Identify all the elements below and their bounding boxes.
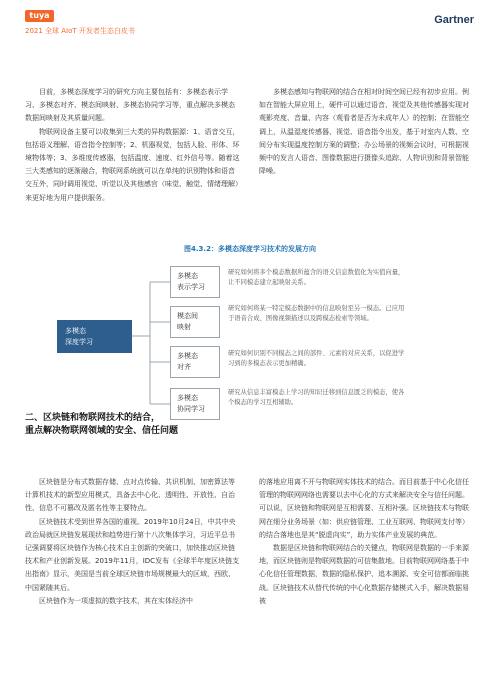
report-subtitle: 2021 全球 AIoT 开发者生态白皮书 xyxy=(25,27,135,35)
paragraph: 区块链作为一项虚拟的数字技术，其在实体经济中 xyxy=(39,596,193,605)
main-node-line2: 深度学习 xyxy=(65,338,93,346)
paragraph: 的落地应用离不开与物联网实体技术的结合。而目前基于中心化信任管理的物联网网络也需要以去中心化的方式来解决安全与信任问题。可以说，区块链和物联网是互相需要、互相补强。区块链技术与物联网在细分业务场景（如：供应链管理、工业互联网、物联网支付等）的结合落地也是其“脱虚向实”，助力实体产业发展的典范。 xyxy=(259,478,469,539)
branch-label-line1: 模态间 xyxy=(177,312,198,320)
paragraph: 区块链技术受到世界各国的重视。2019年10月24日，中共中央政治局就区块链发展现状和趋势进行第十八次集体学习，习近平总书记强调要将区块链作为核心技术自主创新的突破口，加快推动区块链技术和产业创新发展。2019年11月，IDC发布《全球半年度区块链支出指南》显示，美国是当前全球区块链市场规模最大的区域，西欧、中国紧随其后。 xyxy=(25,517,240,592)
tuya-logo: tuya xyxy=(25,10,54,22)
paragraph: 数据是区块链和物联网结合的关键点，物联网是数据的一手来源地，而区块链则是物联网数据的可信集散地。目前物联网网络基于中心化信任管理数据，数据的隐私保护、追本溯源、安全可信都面临挑战。区块链技术从替代传统的中心化数据存储模式入手，解决数据易被 xyxy=(259,544,469,605)
paragraph: 目前，多模态深度学习的研究方向主要包括有：多模态表示学习、多模态对齐、模态间映射、多模态协同学习等，重点解决多模态数据间映射及其质量问题。 xyxy=(25,88,235,123)
main-node xyxy=(57,320,132,353)
branch-description: 研究从信息丰富模态上学习的知识迁移到信息匮乏的模态，使各个模态的学习互相辅助。 xyxy=(228,389,405,406)
top-left-column xyxy=(25,86,241,205)
paragraph: 物联网设备主要可以收集到三大类的异构数据源：1、语音交互，包括语义理解、语音指令控制等；2、机器视觉，包括人脸、形体、环境物体等；3、多维度传感器，包括温度、速度、红外信号等。随着这三大类感知的逐渐融合，物联网系统就可以在单纯的识别物体和语音交互外，同时调用视觉、听觉以及其他感官（味觉、触觉、情绪理解）来更好地为用户提供服务。 xyxy=(25,127,240,202)
branch-description: 研究如何将某一特定模态数据中的信息映射至另一模态。已应用于语音合成、图像视频描述以及跨模态检索等领域。 xyxy=(228,305,405,322)
header xyxy=(0,0,500,42)
main-node-line1: 多模态 xyxy=(65,327,86,335)
branch-label-line2: 协同学习 xyxy=(177,404,205,413)
branch-label-line1: 多模态 xyxy=(177,272,198,280)
gartner-logo: Gartner xyxy=(434,14,474,26)
branch-node xyxy=(170,266,220,298)
branch-description: 研究如何识别不同模态之间的部件、元素的对应关系，以促进学习到的多模态表示更加精确。 xyxy=(228,350,405,367)
branch-description: 研究如何将多个模态数据所蕴含的语义信息数值化为实值向量，让不同模态建立起映射关系。 xyxy=(228,269,405,286)
section-heading-line2: 重点解决物联网领域的安全、信任问题 xyxy=(25,426,179,436)
branch-label-line2: 对齐 xyxy=(177,362,191,371)
section-heading-line1: 二、区块链和物联网技术的结合， xyxy=(25,413,161,423)
bottom-left-column xyxy=(25,476,241,676)
branch-node xyxy=(170,346,220,378)
branch-label-line1: 多模态 xyxy=(177,352,198,360)
section-heading xyxy=(25,412,178,438)
paragraph: 区块链是分布式数据存储、点对点传输、共识机制、加密算法等计算机技术的新型应用模式，具备去中心化、透明性、开放性、自治性、信息不可篡改及匿名性等主要特点。 xyxy=(25,478,235,513)
branch-label-line2: 映射 xyxy=(177,322,191,331)
bottom-right-column xyxy=(259,476,475,676)
figure-title: 图4.3.2：多模态深度学习技术的发展方向 xyxy=(184,245,316,253)
branch-node xyxy=(170,306,220,338)
top-right-column xyxy=(259,86,475,178)
paragraph: 多模态感知与物联网的结合在相对时间空间已经有初步应用。例如在智能大屏应用上，硬件可以通过语音、视觉及其他传感器实现对观影亮度、音量、内容（观看者是否为未成年人）的控制；在智能空调上，从温湿度传感器、视觉、语音指令出发，基于对室内人数、空间分布实现温度控制方案的调整；办公场景的视频会议时，可根据视频中的发言人语音、图像数据进行摄像头追踪、人物识别和背景智能降噪。 xyxy=(259,88,469,176)
branch-label-line1: 多模态 xyxy=(177,394,198,402)
branch-label-line2: 表示学习 xyxy=(177,282,205,291)
